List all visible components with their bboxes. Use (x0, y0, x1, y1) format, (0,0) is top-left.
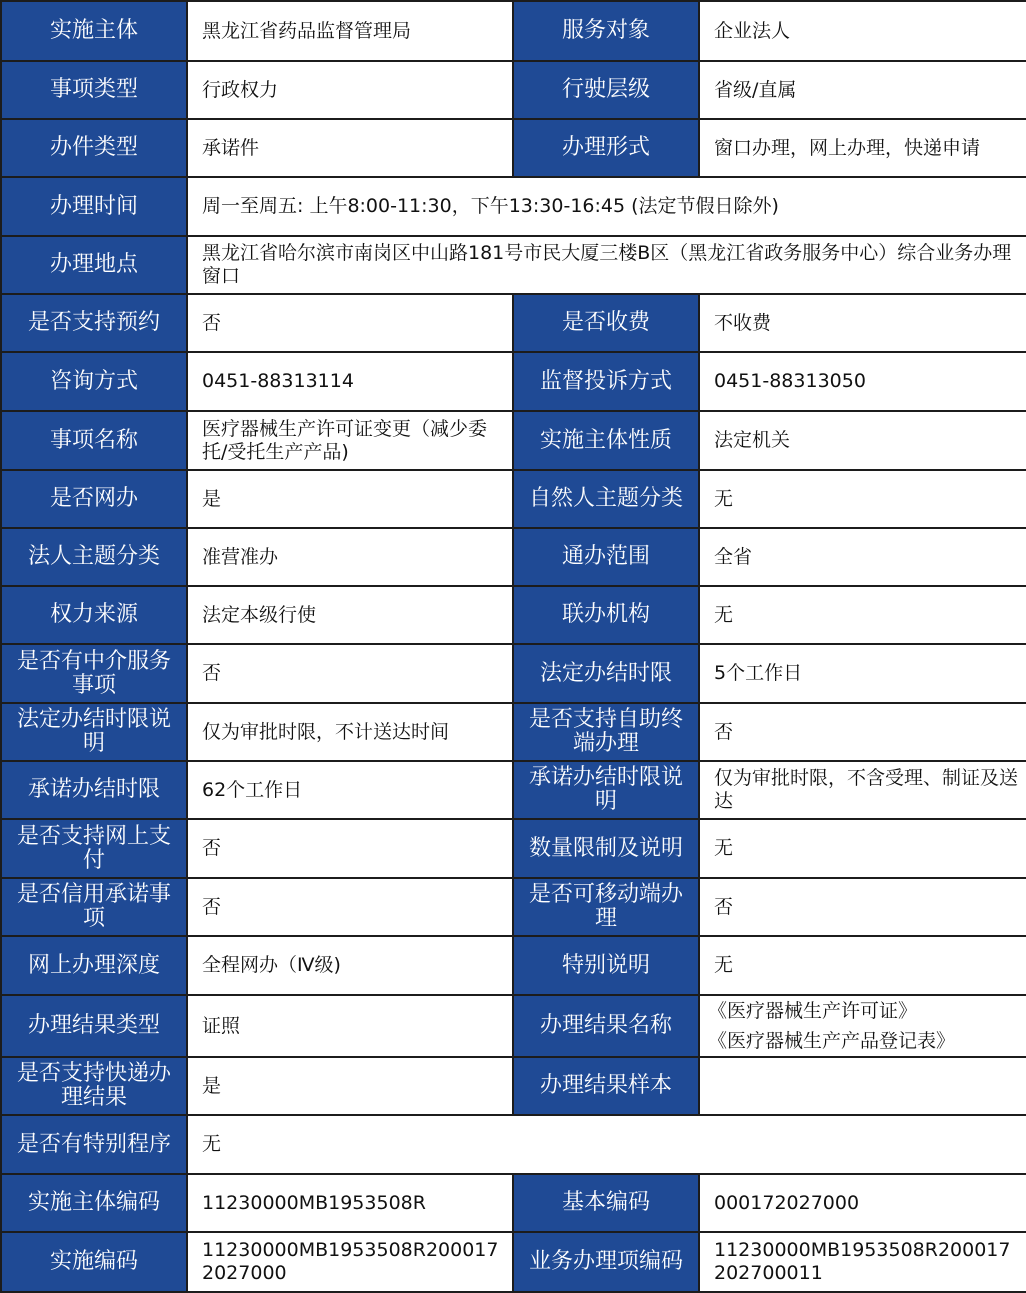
table-row (1, 352, 1026, 411)
promised-limit-note-label: 承诺办结时限说明 (513, 761, 699, 819)
table-row (1, 995, 1026, 1057)
result-sample-value (699, 1057, 1026, 1115)
business-item-code-label: 业务办理项编码 (513, 1232, 699, 1292)
statutory-limit-label: 法定办结时限 (513, 644, 699, 703)
table-row (1, 1, 1026, 61)
office-hours-label: 办理时间 (1, 177, 187, 236)
item-name-label: 事项名称 (1, 411, 187, 470)
case-type-label: 办件类型 (1, 119, 187, 177)
legal-person-theme-value: 准营准办 (187, 528, 513, 586)
result-name-value (699, 995, 1026, 1057)
case-type-value: 承诺件 (187, 119, 513, 177)
intermediary-service-value: 否 (187, 644, 513, 703)
natural-person-theme-value: 无 (699, 470, 1026, 528)
quantity-limit-value: 无 (699, 819, 1026, 878)
exercise-level-value: 省级/直属 (699, 61, 1026, 119)
table-row (1, 644, 1026, 703)
credit-commitment-value: 否 (187, 878, 513, 936)
table-row (1, 1232, 1026, 1292)
fee-label: 是否收费 (513, 294, 699, 352)
handling-form-value: 窗口办理，网上办理，快递申请 (699, 119, 1026, 177)
result-type-value: 证照 (187, 995, 513, 1057)
complaint-label: 监督投诉方式 (513, 352, 699, 411)
promised-limit-note-value: 仅为审批时限，不含受理、制证及送达 (699, 761, 1026, 819)
body-nature-value: 法定机关 (699, 411, 1026, 470)
general-scope-label: 通办范围 (513, 528, 699, 586)
express-delivery-label: 是否支持快递办理结果 (1, 1057, 187, 1115)
business-item-code-value: 11230000MB1953508R200017202700011 (699, 1232, 1026, 1292)
table-row (1, 1057, 1026, 1115)
online-handling-value: 是 (187, 470, 513, 528)
table-row (1, 1115, 1026, 1174)
self-service-terminal-value: 否 (699, 703, 1026, 761)
promised-limit-value: 62个工作日 (187, 761, 513, 819)
handling-form-label: 办理形式 (513, 119, 699, 177)
intermediary-service-label: 是否有中介服务事项 (1, 644, 187, 703)
table-row (1, 703, 1026, 761)
location-label: 办理地点 (1, 236, 187, 294)
body-nature-label: 实施主体性质 (513, 411, 699, 470)
joint-agency-label: 联办机构 (513, 586, 699, 644)
consultation-label: 咨询方式 (1, 352, 187, 411)
statutory-limit-value: 5个工作日 (699, 644, 1026, 703)
table-row (1, 528, 1026, 586)
table-row (1, 761, 1026, 819)
natural-person-theme-label: 自然人主题分类 (513, 470, 699, 528)
appointment-support-label: 是否支持预约 (1, 294, 187, 352)
table-row (1, 936, 1026, 995)
promised-limit-label: 承诺办结时限 (1, 761, 187, 819)
implementing-body-value: 黑龙江省药品监督管理局 (187, 1, 513, 61)
special-note-label: 特别说明 (513, 936, 699, 995)
quantity-limit-label: 数量限制及说明 (513, 819, 699, 878)
table-row (1, 470, 1026, 528)
fee-value: 不收费 (699, 294, 1026, 352)
result-name-label: 办理结果名称 (513, 995, 699, 1057)
legal-person-theme-label: 法人主题分类 (1, 528, 187, 586)
table-row (1, 586, 1026, 644)
statutory-limit-note-label: 法定办结时限说明 (1, 703, 187, 761)
credit-commitment-label: 是否信用承诺事项 (1, 878, 187, 936)
item-type-value: 行政权力 (187, 61, 513, 119)
item-type-label: 事项类型 (1, 61, 187, 119)
express-delivery-value: 是 (187, 1057, 513, 1115)
result-name-line-2: 《医疗器械生产产品登记表》 (708, 1030, 956, 1052)
table-row (1, 878, 1026, 936)
implementing-body-label: 实施主体 (1, 1, 187, 61)
online-handling-label: 是否网办 (1, 470, 187, 528)
power-source-label: 权力来源 (1, 586, 187, 644)
statutory-limit-note-value: 仅为审批时限，不计送达时间 (187, 703, 513, 761)
basic-code-value: 000172027000 (699, 1174, 1026, 1232)
body-code-value: 11230000MB1953508R (187, 1174, 513, 1232)
implementation-code-label: 实施编码 (1, 1232, 187, 1292)
general-scope-value: 全省 (699, 528, 1026, 586)
online-payment-label: 是否支持网上支付 (1, 819, 187, 878)
online-depth-value: 全程网办（Ⅳ级) (187, 936, 513, 995)
office-hours-value: 周一至周五: 上午8:00-11:30，下午13:30-16:45 (法定节假日除外) (187, 177, 1026, 236)
result-name-line-1: 《医疗器械生产许可证》 (708, 1000, 918, 1022)
online-depth-label: 网上办理深度 (1, 936, 187, 995)
special-procedure-value: 无 (187, 1115, 1026, 1174)
joint-agency-value: 无 (699, 586, 1026, 644)
special-note-value: 无 (699, 936, 1026, 995)
online-payment-value: 否 (187, 819, 513, 878)
implementation-code-value: 11230000MB1953508R2000172027000 (187, 1232, 513, 1292)
basic-code-label: 基本编码 (513, 1174, 699, 1232)
mobile-handling-value: 否 (699, 878, 1026, 936)
table-row (1, 177, 1026, 236)
table-row (1, 61, 1026, 119)
exercise-level-label: 行驶层级 (513, 61, 699, 119)
self-service-terminal-label: 是否支持自助终端办理 (513, 703, 699, 761)
location-value: 黑龙江省哈尔滨市南岗区中山路181号市民大厦三楼B区（黑龙江省政务服务中心）综合业务办理窗口 (187, 236, 1026, 294)
table-row (1, 1174, 1026, 1232)
table-row (1, 119, 1026, 177)
body-code-label: 实施主体编码 (1, 1174, 187, 1232)
table-row (1, 411, 1026, 470)
special-procedure-label: 是否有特别程序 (1, 1115, 187, 1174)
service-target-label: 服务对象 (513, 1, 699, 61)
item-name-value: 医疗器械生产许可证变更（减少委托/受托生产产品) (187, 411, 513, 470)
result-sample-label: 办理结果样本 (513, 1057, 699, 1115)
power-source-value: 法定本级行使 (187, 586, 513, 644)
mobile-handling-label: 是否可移动端办理 (513, 878, 699, 936)
appointment-support-value: 否 (187, 294, 513, 352)
service-target-value: 企业法人 (699, 1, 1026, 61)
result-type-label: 办理结果类型 (1, 995, 187, 1057)
complaint-value: 0451-88313050 (699, 352, 1026, 411)
consultation-value: 0451-88313114 (187, 352, 513, 411)
table-row (1, 294, 1026, 352)
table-row (1, 819, 1026, 878)
table-row (1, 236, 1026, 294)
